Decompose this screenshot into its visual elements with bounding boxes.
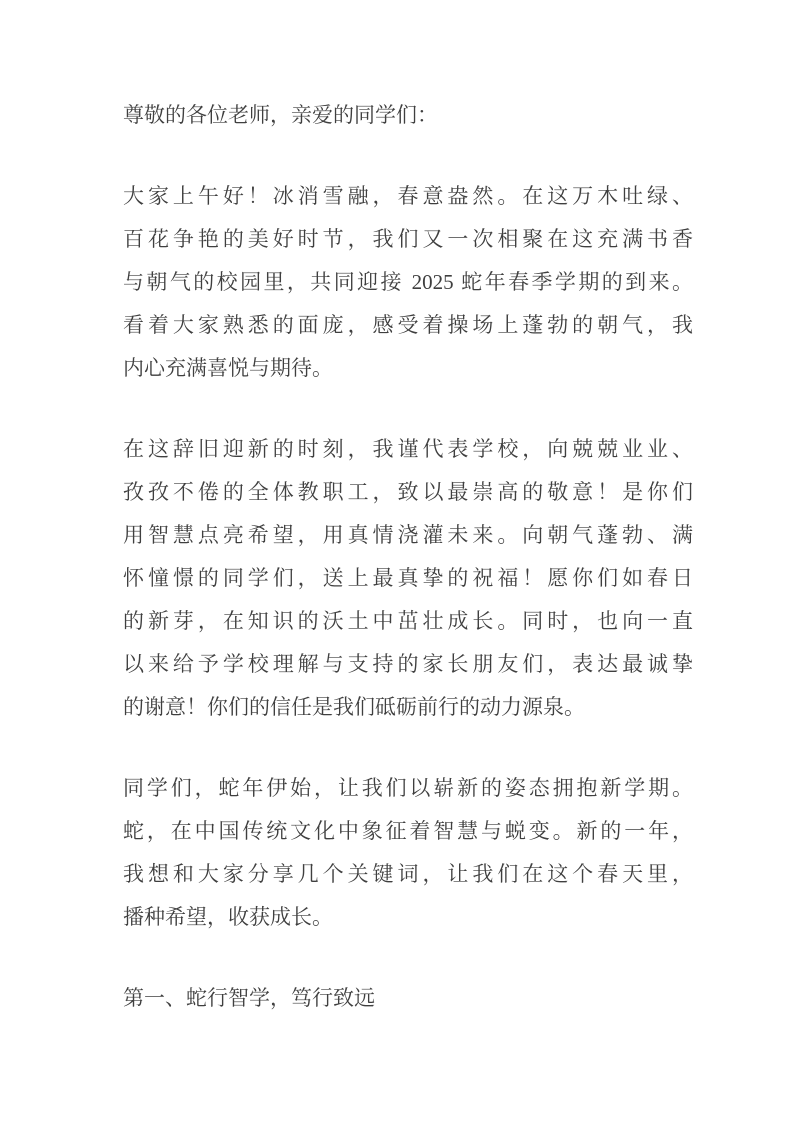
text-line: 在这辞旧迎新的时刻，我谨代表学校，向兢兢业业、 xyxy=(123,437,693,461)
text-line: 内心充满喜悦与期待。 xyxy=(123,356,333,380)
text-line: 以来给予学校理解与支持的家长朋友们，表达最诚挚 xyxy=(123,652,693,676)
text-line: 用智慧点亮希望，用真情浇灌未来。向朝气蓬勃、满 xyxy=(123,523,693,547)
text-line: 百花争艳的美好时节，我们又一次相聚在这充满书香 xyxy=(123,227,693,251)
paragraph-heading xyxy=(123,977,693,1020)
text-line: 看着大家熟悉的面庞，感受着操场上蓬勃的朝气，我 xyxy=(123,313,693,337)
text-line: 的谢意！你们的信任是我们砥砺前行的动力源泉。 xyxy=(123,695,585,719)
text-line: 大家上午好！冰消雪融，春意盎然。在这万木吐绿、 xyxy=(123,184,693,208)
text-line: 同学们，蛇年伊始，让我们以崭新的姿态拥抱新学期。 xyxy=(123,776,693,800)
text-line: 播种希望，收获成长。 xyxy=(123,905,333,929)
paragraph-salutation xyxy=(123,94,693,137)
paragraph-body xyxy=(123,175,693,390)
text-line: 我想和大家分享几个关键词，让我们在这个春天里， xyxy=(123,862,693,886)
text-line: 尊敬的各位老师，亲爱的同学们： xyxy=(123,103,438,127)
paragraph-body xyxy=(123,767,693,939)
text-line: 孜孜不倦的全体教职工，致以最崇高的敬意！是你们 xyxy=(123,480,693,504)
text-line: 怀憧憬的同学们，送上最真挚的祝福！愿你们如春日 xyxy=(123,566,693,590)
paragraph-body xyxy=(123,428,693,729)
text-line: 的新芽，在知识的沃土中茁壮成长。同时，也向一直 xyxy=(123,609,693,633)
document-body xyxy=(123,94,693,1020)
text-line: 蛇，在中国传统文化中象征着智慧与蜕变。新的一年， xyxy=(123,819,693,843)
text-line: 与朝气的校园里，共同迎接 2025 蛇年春季学期的到来。 xyxy=(123,270,693,294)
text-line: 第一、蛇行智学，笃行致远 xyxy=(123,986,375,1010)
